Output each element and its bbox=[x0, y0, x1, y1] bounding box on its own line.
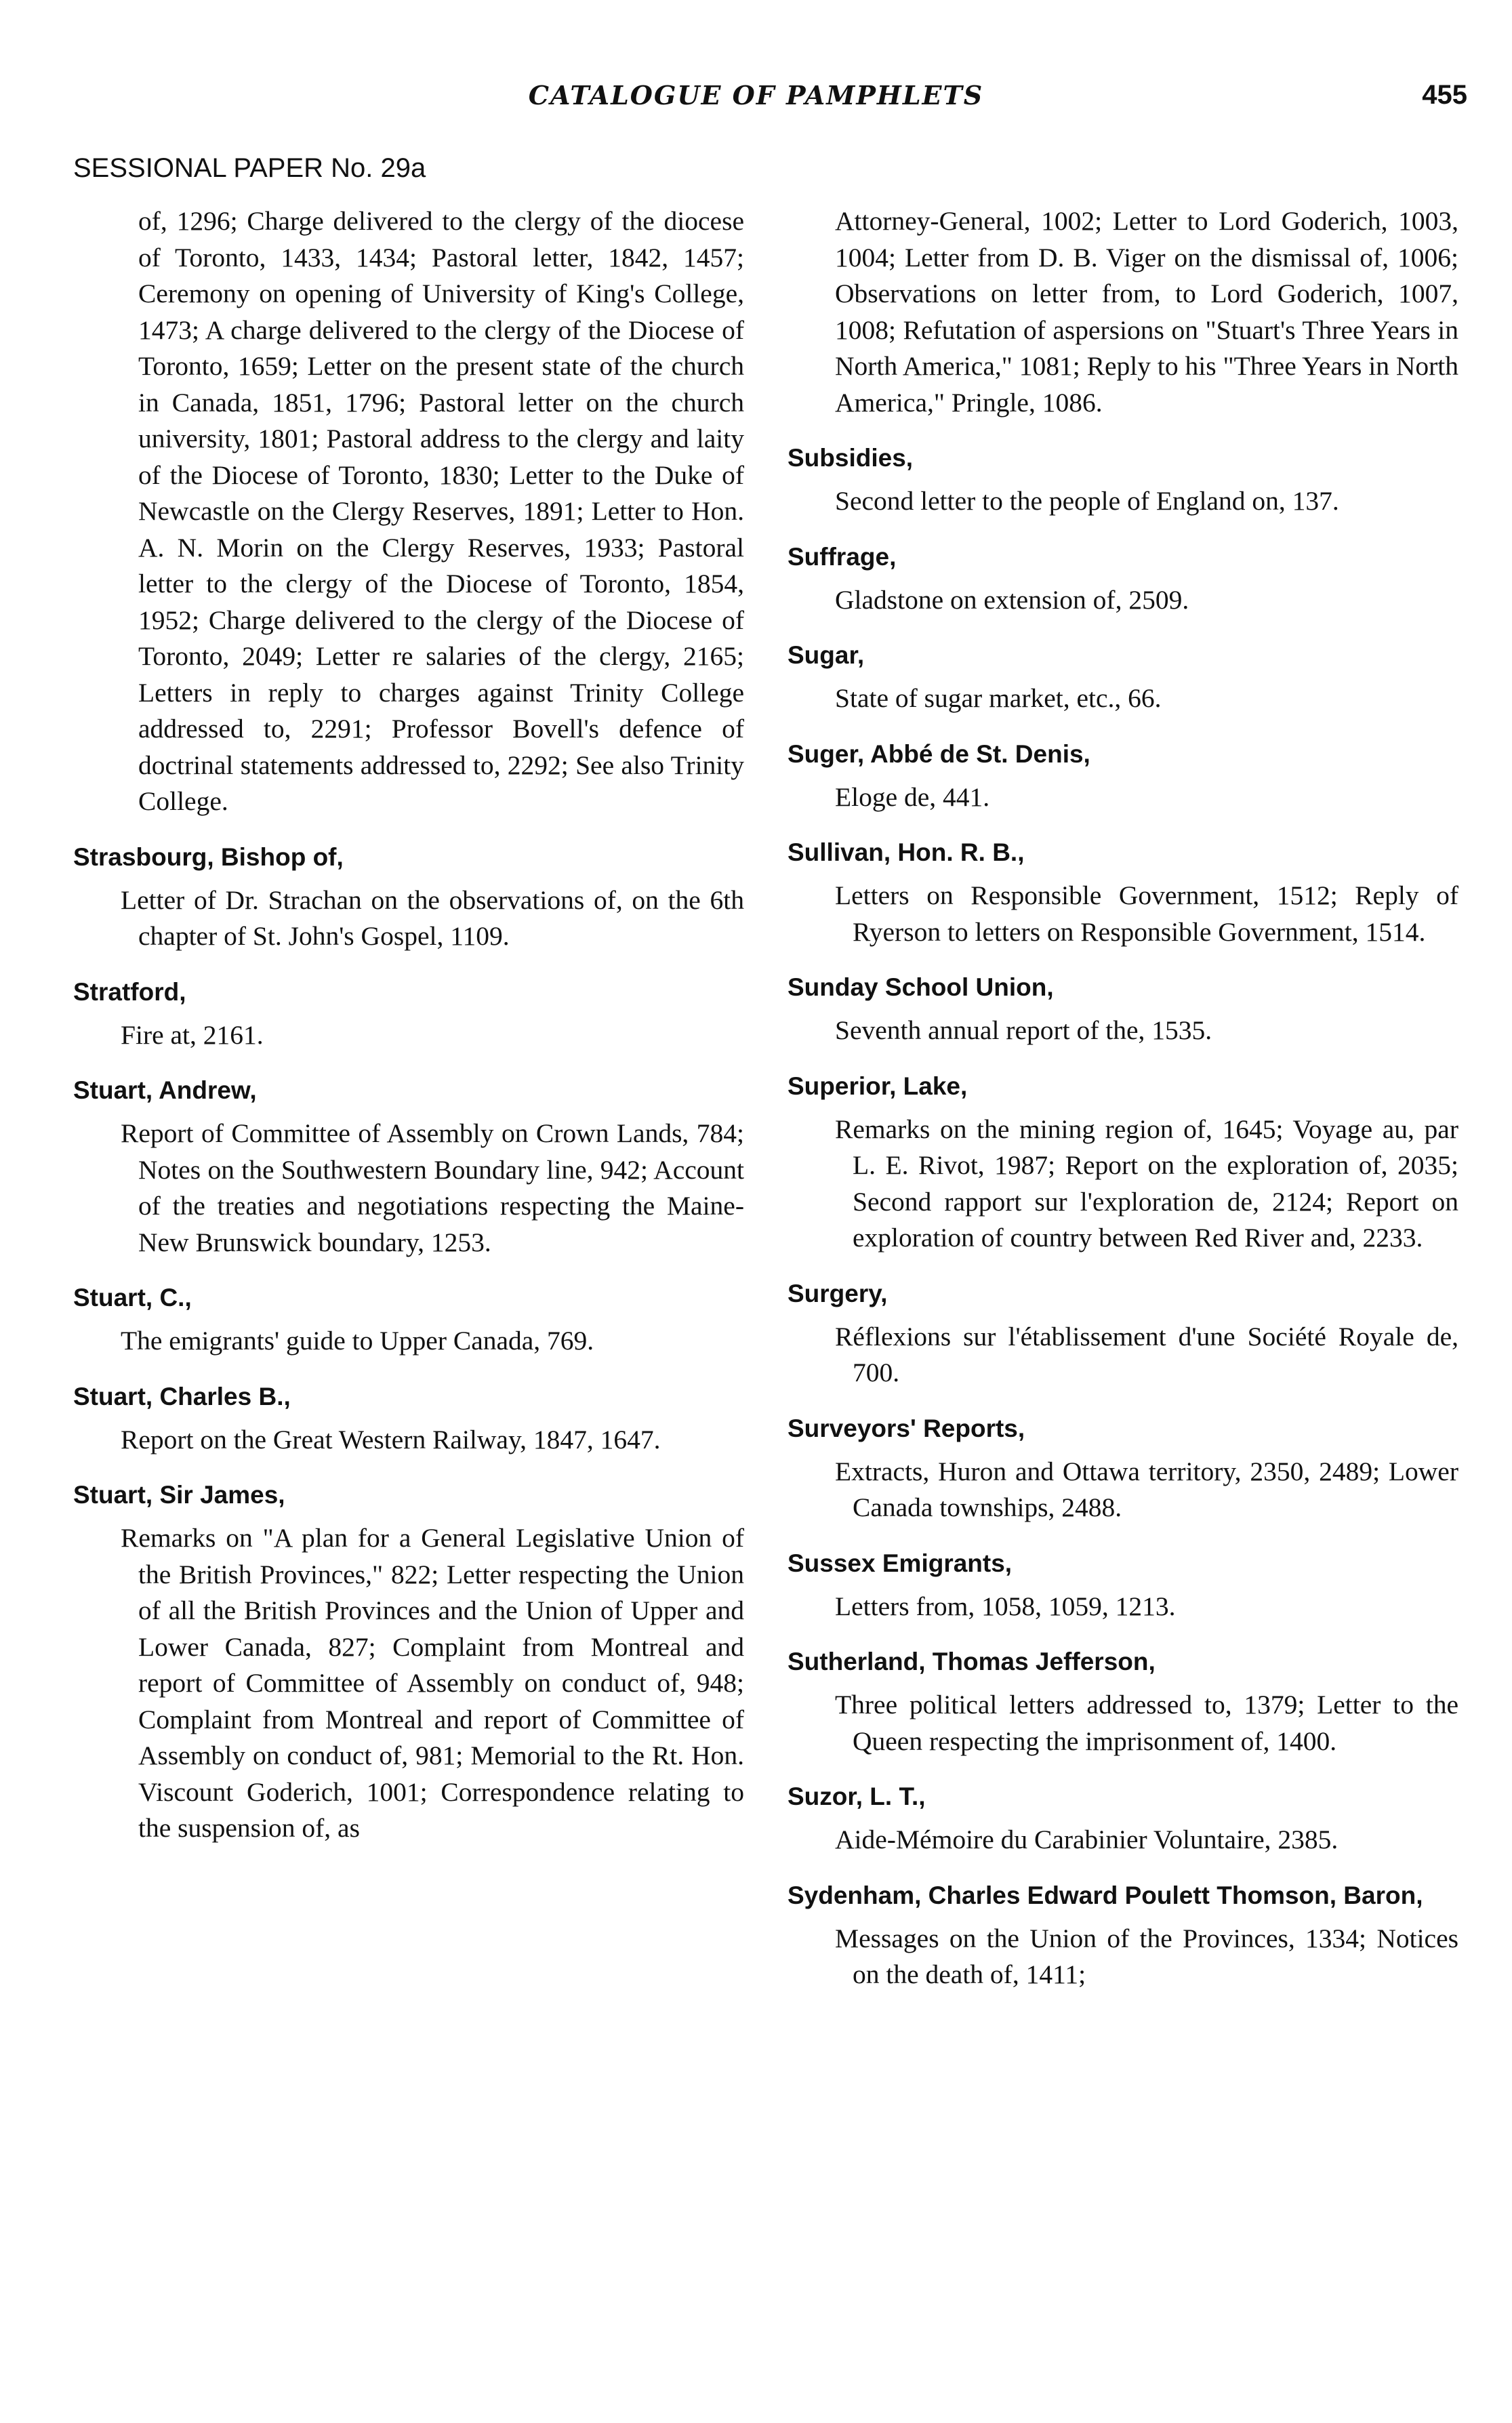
entry-heading: Sunday School Union, bbox=[788, 973, 1054, 1001]
index-entry bbox=[73, 1074, 744, 1261]
right-column bbox=[788, 203, 1458, 2014]
entry-text: Letter of Dr. Strachan on the observations of, on the 6th chapter of St. John's Gospel, 1109. bbox=[121, 884, 744, 951]
entry-text: Attorney-General, 1002; Letter to Lord Goderich, 1003, 1004; Letter from D. B. Viger on the dismissal of, 1006; Observations on letter from, to Lord Goderich, 1007, 1008; Refutation of aspersions on "Stuart's Three Years in North America," 1081; Reply to his "Three Years in North America," Pringle, 1086. bbox=[835, 206, 1458, 418]
entry-heading: Stratford, bbox=[73, 977, 186, 1006]
entry-text: Letters from, 1058, 1059, 1213. bbox=[835, 1591, 1176, 1621]
sessional-paper-label: SESSIONAL PAPER No. 29a bbox=[73, 153, 426, 183]
left-column bbox=[73, 203, 744, 1867]
index-entry bbox=[788, 836, 1458, 950]
entry-heading: Sydenham, Charles Edward Poulett Thomson, Baron, bbox=[788, 1881, 1423, 1909]
entry-heading: Strasbourg, Bishop of, bbox=[73, 842, 344, 871]
entry-heading: Superior, Lake, bbox=[788, 1072, 968, 1100]
entry-text: Second letter to the people of England on, 137. bbox=[835, 486, 1339, 516]
entry-text: Messages on the Union of the Provinces, 1334; Notices on the death of, 1411; bbox=[835, 1923, 1458, 1989]
entry-text: Letters on Responsible Government, 1512; Reply of Ryerson to letters on Responsible Government, 1514. bbox=[835, 880, 1458, 947]
index-entry bbox=[73, 840, 744, 955]
index-entry bbox=[788, 1277, 1458, 1391]
index-entry bbox=[788, 1070, 1458, 1257]
index-entry bbox=[788, 441, 1458, 520]
running-head: CATALOGUE OF PAMPHLETS bbox=[528, 80, 984, 110]
entry-text: of, 1296; Charge delivered to the clergy of the diocese of Toronto, 1433, 1434; Pastoral letter, 1842, 1457; Ceremony on opening of University of King's College, 1473; A charge delivered to the clergy of the Diocese of Toronto, 1659; Letter on the present state of the church in Canada, 1851, 1796; Pastoral letter on the church university, 1801; Pastoral address to the clergy and laity of the Diocese of Toronto, 1830; Letter to the Duke of Newcastle on the Clergy Reserves, 1891; Letter to Hon. A. N. Morin on the Clergy Reserves, 1933; Pastoral letter to the clergy of the Diocese of Toronto, 1854, 1952; Charge delivered to the clergy of the Diocese of Toronto, 2049; Letter re salaries of the clergy, 2165; Letters in reply to charges against Trinity College addressed to, 2291; Professor Bovell's defence of doctrinal statements addressed to, 2292; See also Trinity College. bbox=[138, 206, 744, 816]
entry-heading: Stuart, Andrew, bbox=[73, 1076, 257, 1104]
entry-heading: Surveyors' Reports, bbox=[788, 1414, 1025, 1442]
entry-text: Fire at, 2161. bbox=[121, 1019, 264, 1050]
index-entry bbox=[788, 638, 1458, 717]
entry-text: Eloge de, 441. bbox=[835, 781, 990, 812]
entry-text: Remarks on "A plan for a General Legislative Union of the British Provinces," 822; Letter respecting the Union of all the British Provinces and the Union of Upper and Lower Canada, 827; Complaint from Montreal and report of Committee of Assembly on conduct of, 948; Complaint from Montreal and report of Committee of Assembly on conduct of, 981; Memorial to the Rt. Hon. Viscount Goderich, 1001; Correspondence relating to the suspension of, as bbox=[121, 1523, 744, 1843]
entry-text: State of sugar market, etc., 66. bbox=[835, 683, 1162, 713]
entry-heading: Surgery, bbox=[788, 1279, 888, 1307]
continued-entry bbox=[73, 203, 744, 820]
index-entry bbox=[73, 1380, 744, 1459]
index-entry bbox=[788, 971, 1458, 1049]
entry-heading: Sussex Emigrants, bbox=[788, 1549, 1013, 1577]
page-number: 455 bbox=[1422, 80, 1467, 110]
entry-heading: Suffrage, bbox=[788, 542, 897, 571]
entry-text: The emigrants' guide to Upper Canada, 769. bbox=[121, 1326, 594, 1356]
index-entry bbox=[788, 540, 1458, 619]
entry-heading: Subsidies, bbox=[788, 444, 914, 472]
entry-heading: Suzor, L. T., bbox=[788, 1783, 926, 1810]
entry-heading: Sugar, bbox=[788, 641, 865, 669]
index-entry bbox=[73, 975, 744, 1054]
entry-heading: Stuart, Sir James, bbox=[73, 1481, 285, 1509]
index-entry bbox=[788, 1547, 1458, 1625]
index-entry bbox=[788, 737, 1458, 816]
entry-text: Gladstone on extension of, 2509. bbox=[835, 584, 1189, 615]
continued-entry bbox=[788, 203, 1458, 421]
page-header bbox=[0, 80, 1512, 127]
entry-heading: Sullivan, Hon. R. B., bbox=[788, 838, 1025, 866]
entry-text: Aide-Mémoire du Carabinier Voluntaire, 2385. bbox=[835, 1825, 1339, 1854]
entry-text: Extracts, Huron and Ottawa territory, 2350, 2489; Lower Canada townships, 2488. bbox=[835, 1456, 1458, 1522]
entry-text: Seventh annual report of the, 1535. bbox=[835, 1015, 1212, 1045]
entry-heading: Stuart, C., bbox=[73, 1284, 192, 1311]
entry-heading: Stuart, Charles B., bbox=[73, 1382, 291, 1410]
index-entry bbox=[73, 1281, 744, 1360]
entry-text: Remarks on the mining region of, 1645; Voyage au, par L. E. Rivot, 1987; Report on the exploration of, 2035; Second rapport sur l'exploration de, 2124; Report on exploration of country between Red River and, 2233. bbox=[835, 1114, 1458, 1253]
index-entry bbox=[788, 1879, 1458, 1993]
entry-text: Report on the Great Western Railway, 1847, 1647. bbox=[121, 1424, 661, 1454]
entry-text: Report of Committee of Assembly on Crown Lands, 784; Notes on the Southwestern Boundary line, 942; Account of the treaties and negotiations respecting the Maine-New Brunswick boundary, 1253. bbox=[121, 1118, 744, 1257]
entry-heading: Sutherland, Thomas Jefferson, bbox=[788, 1648, 1156, 1675]
entry-text: Three political letters addressed to, 1379; Letter to the Queen respecting the imprisonment of, 1400. bbox=[835, 1690, 1458, 1756]
index-entry bbox=[788, 1780, 1458, 1858]
index-entry bbox=[788, 1412, 1458, 1526]
index-entry bbox=[788, 1645, 1458, 1759]
entry-heading: Suger, Abbé de St. Denis, bbox=[788, 739, 1090, 768]
index-entry bbox=[73, 1478, 744, 1847]
entry-text: Réflexions sur l'établissement d'une Société Royale de, 700. bbox=[835, 1321, 1458, 1387]
